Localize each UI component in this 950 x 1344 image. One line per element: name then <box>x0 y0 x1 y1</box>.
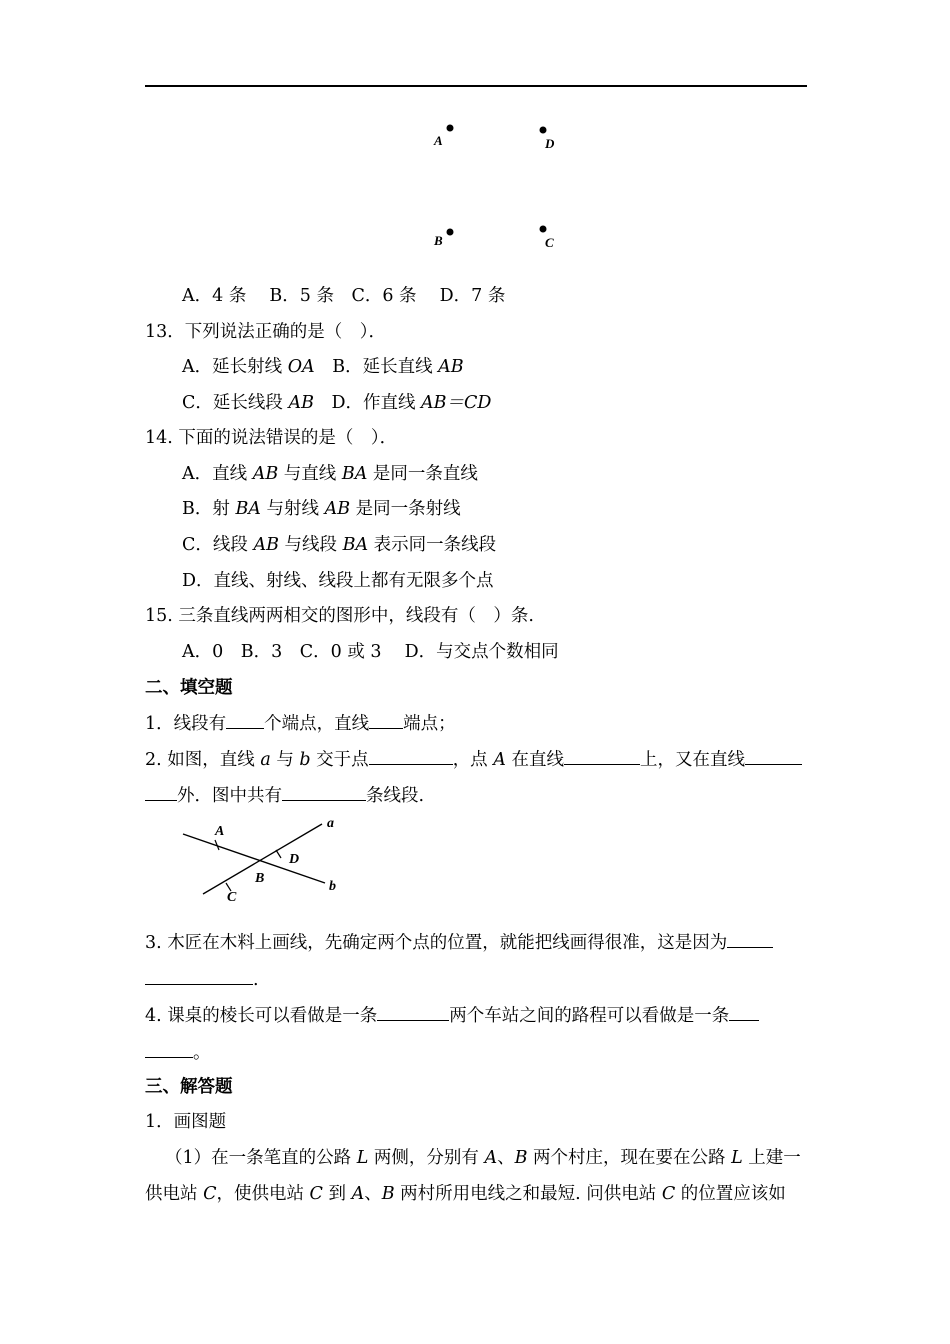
point-c <box>540 226 547 233</box>
q14-option-a: A．直线 AB 与直线 BA 是同一条直线 <box>182 464 478 484</box>
fig2-label-b-line: b <box>329 879 336 894</box>
fig2-label-a-point: A <box>215 824 225 839</box>
blank <box>369 746 453 765</box>
point-d-label: D <box>545 136 555 151</box>
q14-option-b: B．射 BA 与射线 AB 是同一条射线 <box>182 499 461 519</box>
point-a-label: A <box>434 133 443 148</box>
point-a <box>447 125 454 132</box>
answer-question-1-line2: 供电站 C，使供电站 C 到 A、B 两村所用电线之和最短. 问供电站 C 的位置应该如 <box>145 1184 786 1204</box>
fill-question-3-line1: 3. 木匠在木料上画线，先确定两个点的位置，就能把线画得很准，这是因为 <box>145 929 773 955</box>
fill-question-2-line2: 外．图中共有 条线段. <box>145 782 424 808</box>
header-rule <box>145 85 807 87</box>
fig2-label-a-line: a <box>327 816 334 831</box>
point-b <box>447 229 454 236</box>
blank <box>226 710 264 729</box>
point-d <box>540 127 547 134</box>
q13-stem: 13．下列说法正确的是（ ）． <box>145 322 387 342</box>
q13-options-cd: C．延长线段 AB D．作直线 AB＝CD <box>182 393 492 413</box>
line-b <box>183 834 325 883</box>
fig2-label-c: C <box>227 890 237 905</box>
fig2-label-b-point: B <box>255 871 265 886</box>
q15-options: A．0 B．3 C．0 或 3 D．与交点个数相同 <box>182 642 559 662</box>
section-fill-title: 二、填空题 <box>145 678 233 698</box>
q15-stem: 15. 三条直线两两相交的图形中，线段有（ ）条. <box>145 606 534 626</box>
fill-question-3-line2: . <box>145 966 259 992</box>
q14-option-c: C．线段 AB 与线段 BA 表示同一条线段 <box>182 535 497 555</box>
section-answer-title: 三、解答题 <box>145 1077 233 1097</box>
answer-question-1-line1: （1）在一条笔直的公路 L 两侧，分别有 A、B 两个村庄，现在要在公路 L 上建一 <box>165 1148 801 1168</box>
blank <box>145 1039 193 1058</box>
blank <box>745 746 802 765</box>
blank <box>564 746 640 765</box>
fill-question-4-line2: 。 <box>145 1039 211 1065</box>
q12-options: A．4 条 B．5 条 C．6 条 D．7 条 <box>182 286 506 306</box>
blank <box>369 710 403 729</box>
q13-options-ab: A．延长射线 OA B．延长直线 AB <box>182 357 464 377</box>
fill-question-4-line1: 4. 课桌的棱长可以看做是一条 两个车站之间的路程可以看做是一条 <box>145 1002 759 1028</box>
blank <box>729 1002 759 1021</box>
four-points-figure <box>420 115 580 255</box>
blank <box>377 1002 449 1021</box>
answer-question-1-title: 1．画图题 <box>145 1112 227 1132</box>
q14-option-d: D．直线、射线、线段上都有无限多个点 <box>182 571 494 591</box>
blank <box>145 782 177 801</box>
q14-stem: 14. 下面的说法错误的是（ ）． <box>145 428 398 448</box>
blank <box>145 966 253 985</box>
blank <box>727 929 773 948</box>
fill-question-2-line1: 2. 如图，直线 a 与 b 交于点 ，点 A 在直线 上，又在直线 <box>145 746 802 772</box>
blank <box>282 782 366 801</box>
fill-question-1: 1．线段有 个端点，直线 端点； <box>145 710 456 736</box>
point-b-label: B <box>434 233 443 248</box>
point-c-label: C <box>545 235 554 250</box>
fig2-label-d: D <box>289 852 300 867</box>
intersecting-lines-figure <box>175 812 355 912</box>
